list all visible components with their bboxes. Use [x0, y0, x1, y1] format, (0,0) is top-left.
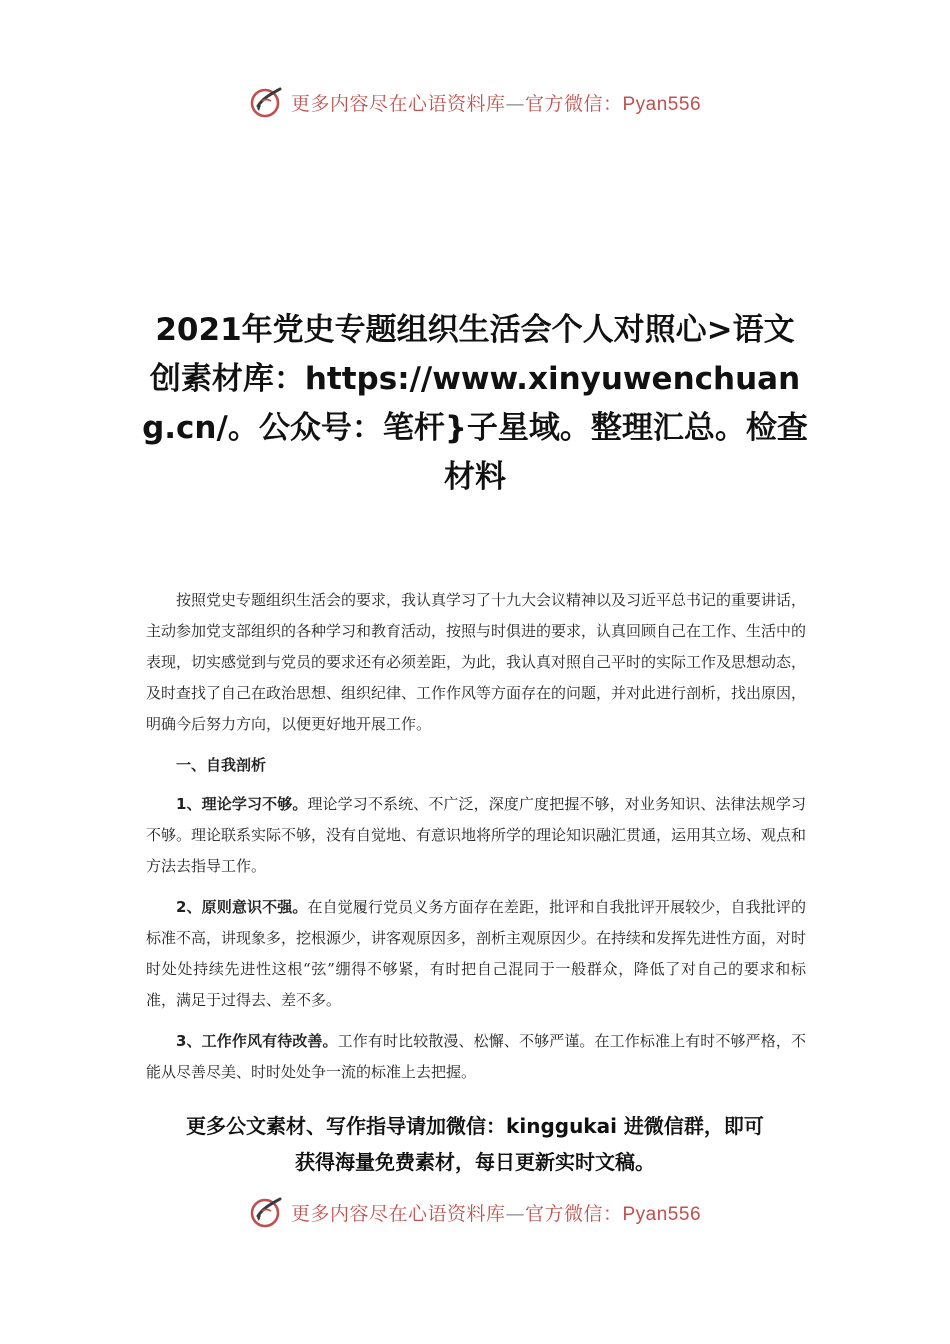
item-lead-1: 1、理论学习不够。 — [176, 795, 308, 813]
header-brand-handle: Pyan556 — [622, 93, 702, 115]
promo-block — [120, 1108, 830, 1180]
header-brand-dash: — — [505, 92, 525, 115]
header-brand-main: 更多内容尽在心语资料库 — [290, 92, 506, 115]
item-lead-3: 3、工作作风有待改善。 — [176, 1032, 338, 1050]
pen-circle-logo-icon — [249, 84, 285, 120]
item-lead-2: 2、原则意识不强。 — [176, 898, 308, 916]
footer-brand-dash: — — [505, 1202, 525, 1225]
item-paragraph-2 — [146, 892, 806, 1016]
intro-paragraph: 按照党史专题组织生活会的要求，我认真学习了十九大会议精神以及习近平总书记的重要讲话，主动参加党支部组织的各种学习和教育活动，按照与时俱进的要求，认真回顾自己在工作、生活中的表现，切实感觉到与党员的要求还有必须差距，为此，我认真对照自己平时的实际工作及思想动态，及时查找了自己在政治思想、组织纪律、工作作风等方面存在的问题，并对此进行剖析，找出原因，明确今后努力方向，以便更好地开展工作。 — [146, 591, 807, 733]
footer-brand-bar — [0, 1192, 950, 1232]
footer-brand-wechat-label: 官方微信： — [524, 1202, 623, 1225]
header-brand-text — [291, 89, 701, 116]
item-text-2: 在自觉履行党员义务方面存在差距，批评和自我批评开展较少，自我批评的标准不高，讲现象多，挖根源少，讲客观原因多，剖析主观原因少。在持续和发挥先进性方面，对时时处处持续先进性这根“弦”绷得不够紧，有时把自己混同于一般群众，降低了对自己的要求和标准，满足于过得去、差不多。 — [146, 898, 807, 1009]
document-title: 2021年党史专题组织生活会个人对照心>语文创素材库：https://www.xinyuwenchuang.cn/。公众号：笔杆}子星域。整理汇总。检查材料 — [142, 312, 808, 495]
section-heading: 一、自我剖析 — [176, 756, 267, 774]
document-body — [146, 585, 806, 1098]
footer-brand-handle: Pyan556 — [622, 1203, 702, 1225]
pen-circle-logo-icon — [249, 1194, 285, 1230]
promo-line-2: 获得海量免费素材，每日更新实时文稿。 — [295, 1150, 655, 1174]
item-text-3: 工作有时比较散漫、松懈、不够严谨。在工作标准上有时不够严格，不能从尽善尽美、时时处处争一流的标准上去把握。 — [146, 1032, 806, 1081]
item-paragraph-3 — [146, 1026, 806, 1088]
footer-brand-text — [291, 1199, 701, 1226]
header-brand-bar — [0, 82, 950, 122]
footer-brand[interactable] — [249, 1194, 701, 1230]
item-text-1: 理论学习不系统、不广泛，深度广度把握不够，对业务知识、法律法规学习不够。理论联系实际不够，没有自觉地、有意识地将所学的理论知识融汇贯通，运用其立场、观点和方法去指导工作。 — [146, 795, 807, 875]
header-brand[interactable] — [249, 84, 701, 120]
item-paragraph-1 — [146, 789, 806, 882]
header-brand-wechat-label: 官方微信： — [524, 92, 623, 115]
promo-line-1: 更多公文素材、写作指导请加微信：kinggukai 进微信群，即可 — [186, 1114, 764, 1138]
footer-brand-main: 更多内容尽在心语资料库 — [290, 1202, 506, 1225]
